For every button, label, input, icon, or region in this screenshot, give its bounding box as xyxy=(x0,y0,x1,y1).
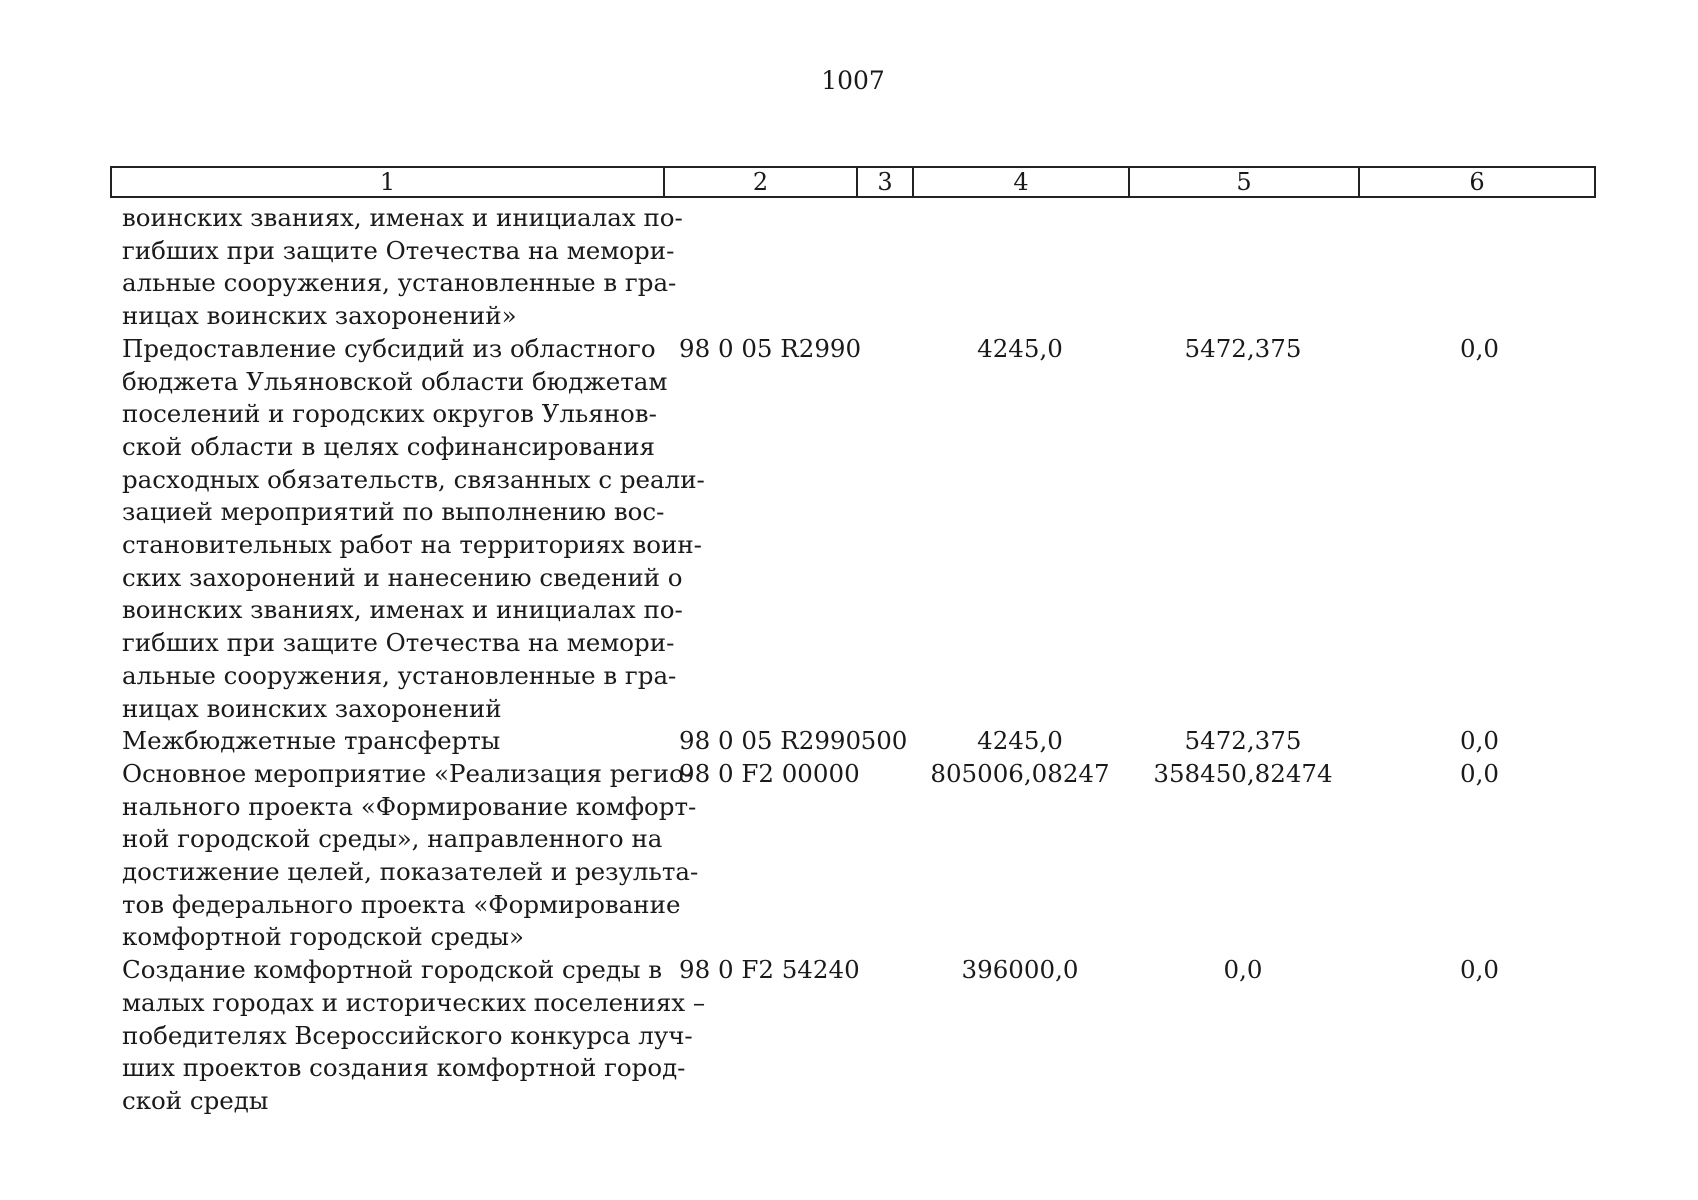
page-number: 1007 xyxy=(821,66,885,95)
description-line: ших проектов создания комфортной город- xyxy=(122,1053,686,1083)
amount-col-5: 0,0 xyxy=(1223,955,1263,985)
row-description xyxy=(110,333,705,725)
amount-col-5: 358450,82474 xyxy=(1153,758,1333,788)
amount-col-4: 4245,0 xyxy=(977,333,1063,363)
table-row xyxy=(110,725,1596,758)
description-line: Основное мероприятие «Реализация регио- xyxy=(122,758,693,788)
row-description xyxy=(110,725,663,758)
target-article-code: 98 0 05 R2990 xyxy=(679,726,862,756)
target-article-code: 98 0 F2 54240 xyxy=(679,955,860,985)
column-header-5: 5 xyxy=(1130,168,1360,196)
column-header-4: 4 xyxy=(914,168,1130,196)
row-description xyxy=(110,954,706,1118)
description-line: расходных обязательств, связанных с реали- xyxy=(122,464,705,494)
description-line: малых городах и исторических поселениях – xyxy=(122,987,706,1017)
description-line: гибших при защите Отечества на мемори- xyxy=(122,235,675,265)
amount-col-4: 4245,0 xyxy=(977,726,1063,756)
column-header-2: 2 xyxy=(665,168,858,196)
description-line: ской области в целях софинансирования xyxy=(122,431,655,461)
description-line: победителях Всероссийского конкурса луч- xyxy=(122,1020,693,1050)
description-line: зацией мероприятий по выполнению вос- xyxy=(122,497,665,527)
row-description xyxy=(110,758,699,954)
description-line: Межбюджетные трансферты xyxy=(122,726,501,756)
target-article-code: 98 0 F2 00000 xyxy=(679,758,860,788)
amount-col-6: 0,0 xyxy=(1460,726,1499,756)
table-row xyxy=(110,954,1596,1118)
description-line: Предоставление субсидий из областного xyxy=(122,333,656,363)
description-line: ских захоронений и нанесению сведений о xyxy=(122,562,683,592)
description-line: ной городской среды», направленного на xyxy=(122,824,663,854)
amount-col-4: 396000,0 xyxy=(961,955,1079,985)
row-description xyxy=(110,202,683,333)
description-line: ницах воинских захоронений» xyxy=(122,301,517,331)
amount-col-6: 0,0 xyxy=(1460,333,1499,363)
description-line: комфортной городской среды» xyxy=(122,922,524,952)
description-line: альные сооружения, установленные в гра- xyxy=(122,268,677,298)
description-line: альные сооружения, установленные в гра- xyxy=(122,660,677,690)
description-line: Создание комфортной городской среды в xyxy=(122,955,663,985)
table-body xyxy=(110,202,1596,1118)
column-header-3: 3 xyxy=(858,168,914,196)
description-line: гибших при защите Отечества на мемори- xyxy=(122,628,675,658)
amount-col-5: 5472,375 xyxy=(1184,333,1302,363)
amount-col-4: 805006,08247 xyxy=(930,758,1110,788)
description-line: бюджета Ульяновской области бюджетам xyxy=(122,366,668,396)
table-header-row xyxy=(110,166,1596,198)
table-row xyxy=(110,202,1596,333)
table-row xyxy=(110,758,1596,954)
description-line: воинских званиях, именах и инициалах по- xyxy=(122,595,683,625)
description-line: становительных работ на территориях воин- xyxy=(122,530,702,560)
amount-col-6: 0,0 xyxy=(1460,758,1499,788)
amount-col-5: 5472,375 xyxy=(1184,726,1302,756)
description-line: ницах воинских захоронений xyxy=(122,693,502,723)
description-line: тов федерального проекта «Формирование xyxy=(122,889,681,919)
description-line: ской среды xyxy=(122,1085,269,1115)
target-article-code: 98 0 05 R2990 xyxy=(679,333,862,363)
column-header-6: 6 xyxy=(1469,168,1485,196)
description-line: воинских званиях, именах и инициалах по- xyxy=(122,203,683,232)
column-header-1: 1 xyxy=(112,168,665,196)
amount-col-6: 0,0 xyxy=(1460,955,1499,985)
description-line: поселений и городских округов Ульянов- xyxy=(122,399,657,429)
expense-type-code: 500 xyxy=(860,726,908,756)
description-line: нального проекта «Формирование комфорт- xyxy=(122,791,697,821)
description-line: достижение целей, показателей и результа- xyxy=(122,857,699,887)
table-row xyxy=(110,333,1596,725)
